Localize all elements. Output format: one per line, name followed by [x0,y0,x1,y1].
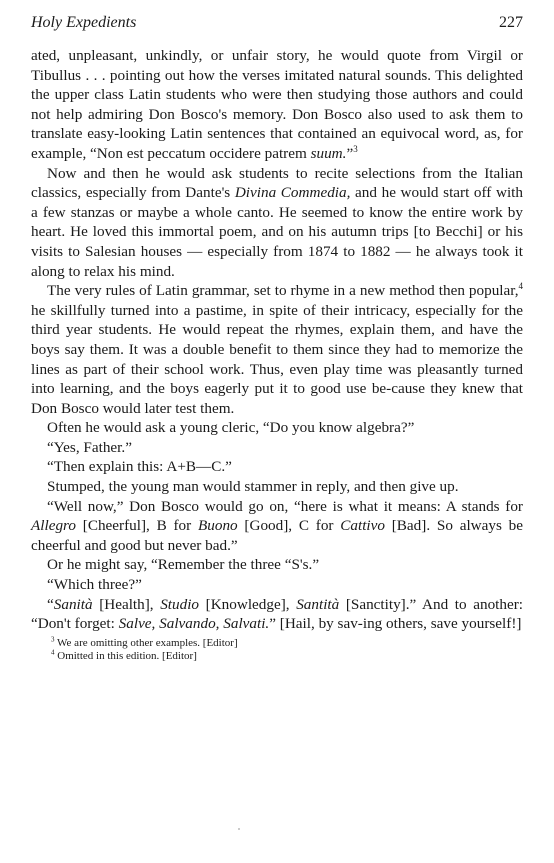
italic-text: Sanità [53,595,93,613]
italic-text: Allegro [31,517,76,535]
paragraph [31,555,523,575]
footnote-number: 4 [51,648,55,657]
text-run: [Sanctity].” And to another: “Don't forget: [31,595,523,633]
italic-text: Divina Commedia, [234,184,351,202]
footnote [51,650,523,664]
text-run: “ [47,595,54,613]
text-run: [Good], C for [237,517,341,535]
page-number: 227 [499,14,523,31]
running-head: Holy Expedients [31,14,137,31]
paragraph [31,164,523,282]
italic-text: Santità [296,595,340,613]
text-run: “Then explain this: A+B—C.” [47,458,232,476]
italic-text: Salve, Salvando, Salvati. [118,615,270,633]
text-run: [Health], [92,595,161,613]
text-run: “Which three?” [47,576,142,594]
text-run: The very rules of Latin grammar, set to rhyme in a new method then popular, [47,282,519,300]
text-run: Or he might say, “Remember the three “S's.” [47,556,320,574]
text-run: Often he would ask a young cleric, “Do you know algebra?” [47,419,415,437]
footnote-ref: 4 [518,281,523,292]
footnote [51,637,523,651]
italic-text: Studio [160,595,200,613]
paragraph [31,497,523,556]
paragraph [31,418,523,438]
paragraph [31,457,523,477]
book-page [31,14,523,664]
italic-text: Buono [197,517,238,535]
text-run: “Well now,” Don Bosco would go on, “here is what it means: A stands for [47,497,523,515]
paragraph [31,595,523,634]
text-run: [Bad]. So always be cheerful and good but never bad.” [31,517,523,554]
footnote-ref: 3 [353,143,358,154]
paragraph [31,438,523,458]
text-run: [Cheerful], B for [76,517,198,535]
italic-text: suum. [310,144,347,162]
text-run: Stumped, the young man would stammer in reply, and then give up. [47,478,459,496]
paragraph [31,281,523,418]
text-run: ” [346,144,354,162]
paragraph [31,575,523,595]
text-run: “Yes, Father.” [47,438,132,456]
footnote-number: 3 [51,635,55,644]
footnote-text: We are omitting other examples. [Editor] [54,636,238,649]
page-header [31,14,523,44]
text-run: Now and then he would ask students to recite selections from the Italian classics, especially from Dante's [31,164,523,202]
text-run: he skillfully turned into a pastime, in spite of their intricacy, especially for the third year students. He would repeat the rhymes, explain them, and have the boys say them. It was a double benefit to them since they had to memorize the lines as part of their school work. Thus, even play time was pleasantly turned into learning, and the boys eagerly put it to good use be-cause they knew that Don Bosco would later test them. [31,301,523,417]
italic-text: Cattivo [340,517,385,535]
paragraph [31,477,523,497]
text-run: [Knowledge], [199,595,297,613]
footnote-text: Omitted in this edition. [Editor] [54,650,197,663]
text-run: ated, unpleasant, unkindly, or unfair story, he would quote from Virgil or Tibullus . . . pointing out how the verses imitated natural sounds. This delighted the upper class Latin students who were then studying those authors and could not help admiring Don Bosco's memory. Don Bosco also used to ask them to translate easy-looking Latin sentences that contained an equivocal word, as, for example, “Non est peccatum occidere patrem [31,47,523,162]
body-text [31,46,523,634]
text-run: ” [Hail, by sav-ing others, save yourself!] [269,615,522,633]
paragraph [31,46,523,164]
page-mark [238,828,240,830]
footnotes [31,637,523,664]
text-run: and he would start off with a few stanzas or maybe a whole canto. He seemed to know the entire work by heart. He loved this immortal poem, and on his autumn trips [to Becchi] or his visits to Salesian houses — especially from 1874 to 1882 — he always took it along to relax his mind. [31,184,523,280]
